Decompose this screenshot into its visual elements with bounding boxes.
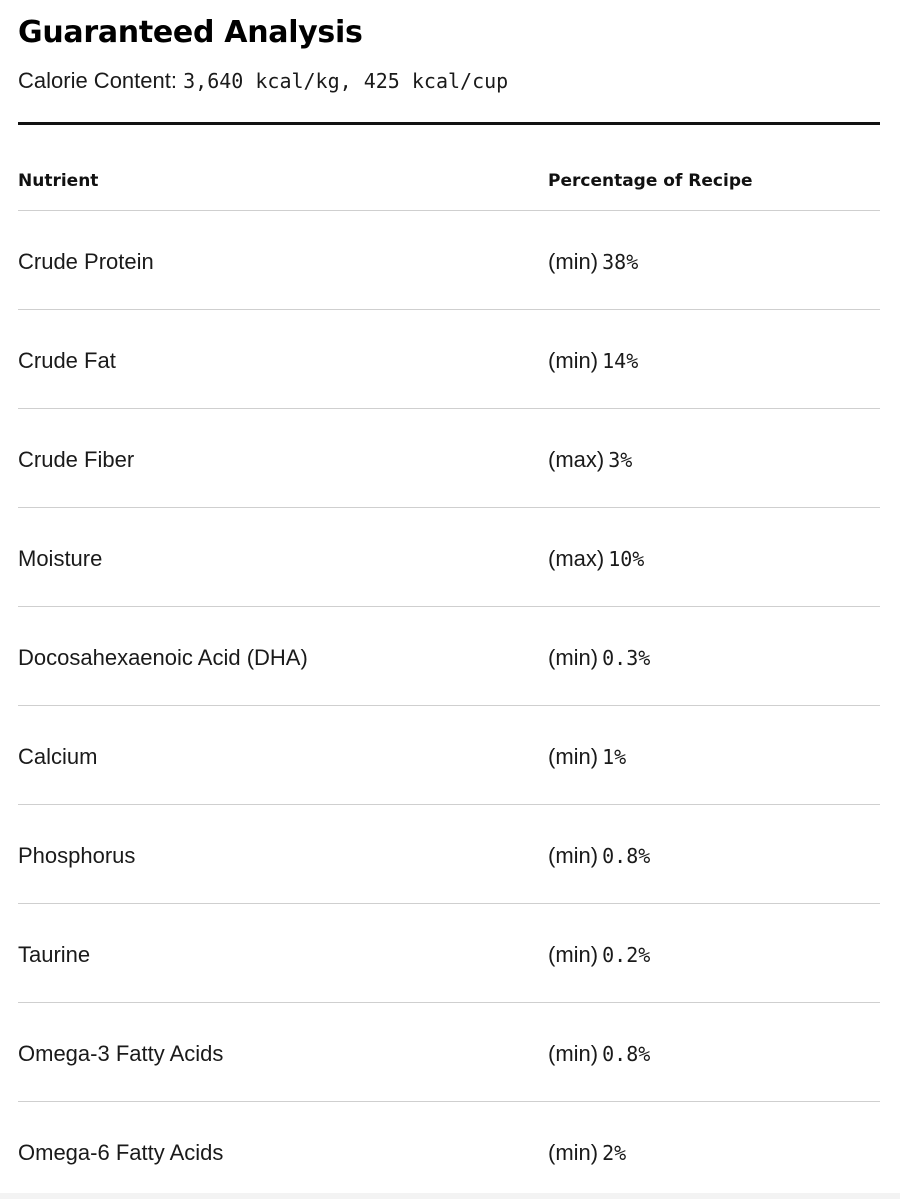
percentage-value: 0.2%: [602, 943, 651, 967]
nutrient-percentage: [548, 1040, 650, 1068]
percentage-qualifier: (min): [548, 744, 599, 769]
nutrient-name: Moisture: [18, 546, 103, 571]
nutrient-name: Docosahexaenoic Acid (DHA): [18, 645, 308, 670]
table-row: [18, 310, 880, 409]
percentage-qualifier: (min): [548, 249, 599, 274]
calorie-value: 3,640 kcal/kg, 425 kcal/cup: [183, 69, 509, 93]
nutrient-name: Crude Fiber: [18, 447, 135, 472]
percentage-qualifier: (max): [548, 546, 605, 571]
nutrient-name: Calcium: [18, 744, 98, 769]
percentage-qualifier: (min): [548, 645, 599, 670]
table-row: [18, 1102, 880, 1200]
nutrient-table: [18, 125, 880, 1200]
percentage-value: 0.3%: [602, 646, 651, 670]
percentage-value: 0.8%: [602, 844, 651, 868]
percentage-qualifier: (max): [548, 447, 605, 472]
nutrient-name: Crude Protein: [18, 249, 154, 274]
nutrient-name: Phosphorus: [18, 843, 136, 868]
nutrient-percentage: [548, 248, 638, 276]
percentage-value: 2%: [602, 1141, 627, 1165]
percentage-value: 38%: [602, 250, 639, 274]
page-title: Guaranteed Analysis: [18, 15, 363, 50]
nutrient-percentage: [548, 644, 650, 672]
percentage-qualifier: (min): [548, 843, 599, 868]
table-row: [18, 805, 880, 904]
column-header-nutrient: Nutrient: [18, 171, 99, 191]
table-row: [18, 706, 880, 805]
percentage-qualifier: (min): [548, 1041, 599, 1066]
table-row: [18, 211, 880, 310]
percentage-value: 1%: [602, 745, 627, 769]
table-row: [18, 1003, 880, 1102]
percentage-value: 3%: [608, 448, 633, 472]
bottom-edge: [0, 1193, 900, 1199]
table-row: [18, 607, 880, 706]
nutrient-percentage: [548, 347, 638, 375]
percentage-value: 0.8%: [602, 1042, 651, 1066]
percentage-value: 10%: [608, 547, 645, 571]
percentage-qualifier: (min): [548, 942, 599, 967]
table-row: [18, 904, 880, 1003]
nutrient-name: Taurine: [18, 942, 91, 967]
nutrient-percentage: [548, 1139, 626, 1167]
table-row: [18, 409, 880, 508]
percentage-qualifier: (min): [548, 1140, 599, 1165]
nutrient-percentage: [548, 842, 650, 870]
nutrient-percentage: [548, 545, 644, 573]
column-header-percentage: Percentage of Recipe: [548, 171, 753, 191]
nutrient-percentage: [548, 446, 632, 474]
calorie-label: Calorie Content:: [18, 68, 177, 93]
calorie-content: [18, 66, 508, 96]
nutrient-name: Omega-6 Fatty Acids: [18, 1140, 224, 1165]
table-header-row: [18, 125, 880, 211]
nutrient-percentage: [548, 941, 650, 969]
nutrient-percentage: [548, 743, 626, 771]
percentage-value: 14%: [602, 349, 639, 373]
nutrient-name: Crude Fat: [18, 348, 116, 373]
table-row: [18, 508, 880, 607]
percentage-qualifier: (min): [548, 348, 599, 373]
nutrient-name: Omega-3 Fatty Acids: [18, 1041, 224, 1066]
